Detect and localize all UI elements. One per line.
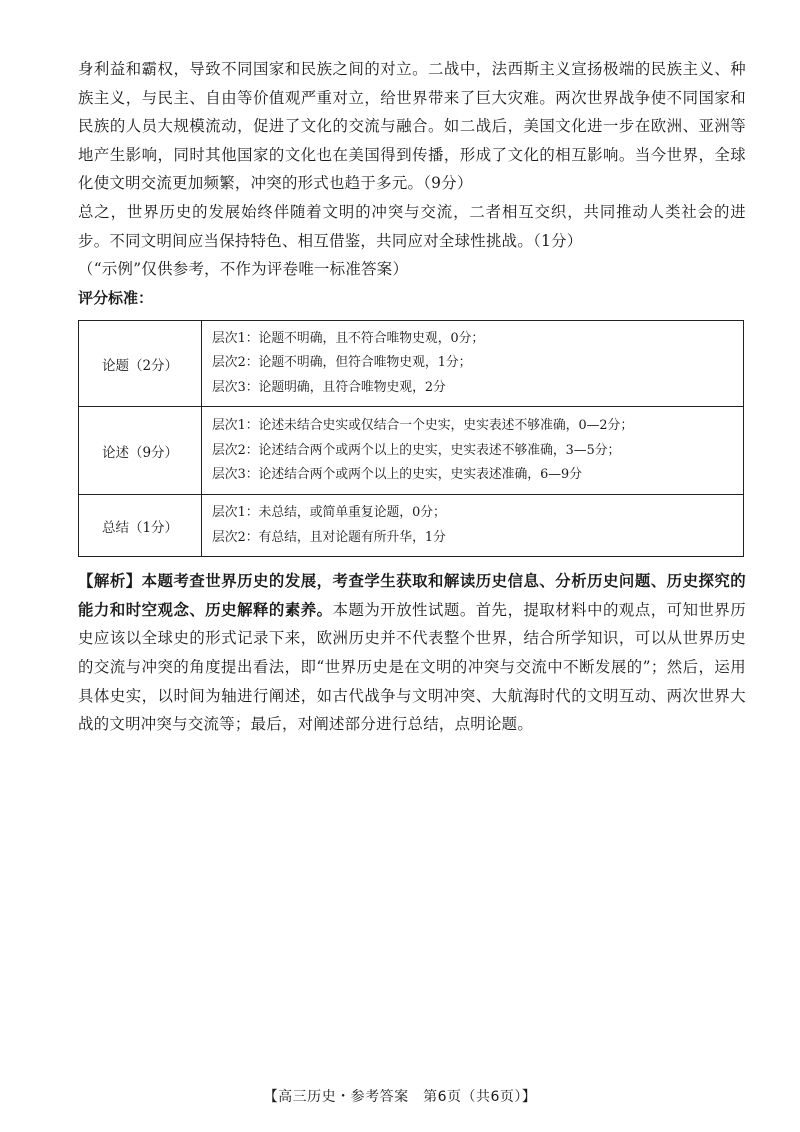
level-item: 层次2：论述结合两个或两个以上的史实，史实表述不够准确，3—5分； (212, 442, 621, 458)
analysis-paragraph (78, 567, 746, 739)
example-note: （“示例”仅供参考，不作为评卷唯一标准答案） (78, 260, 409, 279)
table-row (79, 407, 744, 495)
analysis-bold-text: 本题考查世界历史的发展，考查学生获取和解读历史信息、分析历史问题、历史探究的能力和时空观念、历史解释的素养。 (78, 572, 746, 619)
scoring-title: 评分标准： (78, 288, 154, 307)
conclusion-paragraph: 总之，世界历史的发展始终伴随着文明的冲突与交流，二者相互交织，共同推动人类社会的进步。不同文明间应当保持特色、相互借鉴，共同应对全球性挑战。（1分） (78, 202, 746, 250)
levels-cell (202, 407, 744, 495)
level-item: 层次1：论述未结合史实或仅结合一个史实，史实表述不够准确，0—2分； (212, 418, 634, 433)
level-item: 层次1：论题不明确，且不符合唯物史观，0分； (212, 330, 485, 346)
analysis-text: 本题为开放性试题。首先，提取材料中的观点，可知世界历史应该以全球史的形式记录下来，欧洲历史并不代表整个世界，结合所学知识，可以从世界历史的交流与冲突的角度提出看法，即“世界历史是在文明的冲突与交流中不断发展的”；然后，运用具体史实，以时间为轴进行阐述，如古代战争与文明冲突、大航海时代的文明互动、两次世界大战的文明冲突与交流等；最后，对阐述部分进行总结，点明论题。 (78, 600, 746, 734)
level-item: 层次3：论述结合两个或两个以上的史实，史实表述准确，6—9分 (212, 467, 582, 482)
scoring-table (78, 320, 744, 558)
level-item: 层次1：未总结，或简单重复论题，0分； (212, 505, 446, 521)
level-item: 层次3：论题明确，且符合唯物史观，2分 (212, 379, 446, 395)
page-footer: 【高三历史・参考答案 第6页（共6页）】 (263, 1089, 537, 1105)
table-row (79, 320, 744, 407)
table-row (79, 495, 744, 557)
category-cell: 论题（2分） (79, 320, 202, 407)
levels-cell (202, 320, 744, 407)
level-item: 层次2：论题不明确，但符合唯物史观，1分； (212, 355, 472, 371)
answer-paragraph: 身利益和霸权，导致不同国家和民族之间的对立。二战中，法西斯主义宣扬极端的民族主义、种族主义，与民主、自由等价值观严重对立，给世界带来了巨大灾难。两次世界战争使不同国家和民族的人员大规模流动，促进了文化的交流与融合。如二战后，美国文化进一步在欧洲、亚洲等地产生影响，同时其他国家的文化也在美国得到传播，形成了文化的相互影响。当今世界，全球化使文明交流更加频繁，冲突的形式也趋于多元。（9分） (78, 60, 746, 193)
analysis-label: 【解析】 (78, 572, 142, 591)
category-cell: 总结（1分） (79, 495, 202, 557)
category-cell: 论述（9分） (79, 407, 202, 495)
answer-body (78, 55, 746, 739)
levels-cell (202, 495, 744, 557)
level-item: 层次2：有总结，且对论题有所升华，1分 (212, 529, 446, 545)
